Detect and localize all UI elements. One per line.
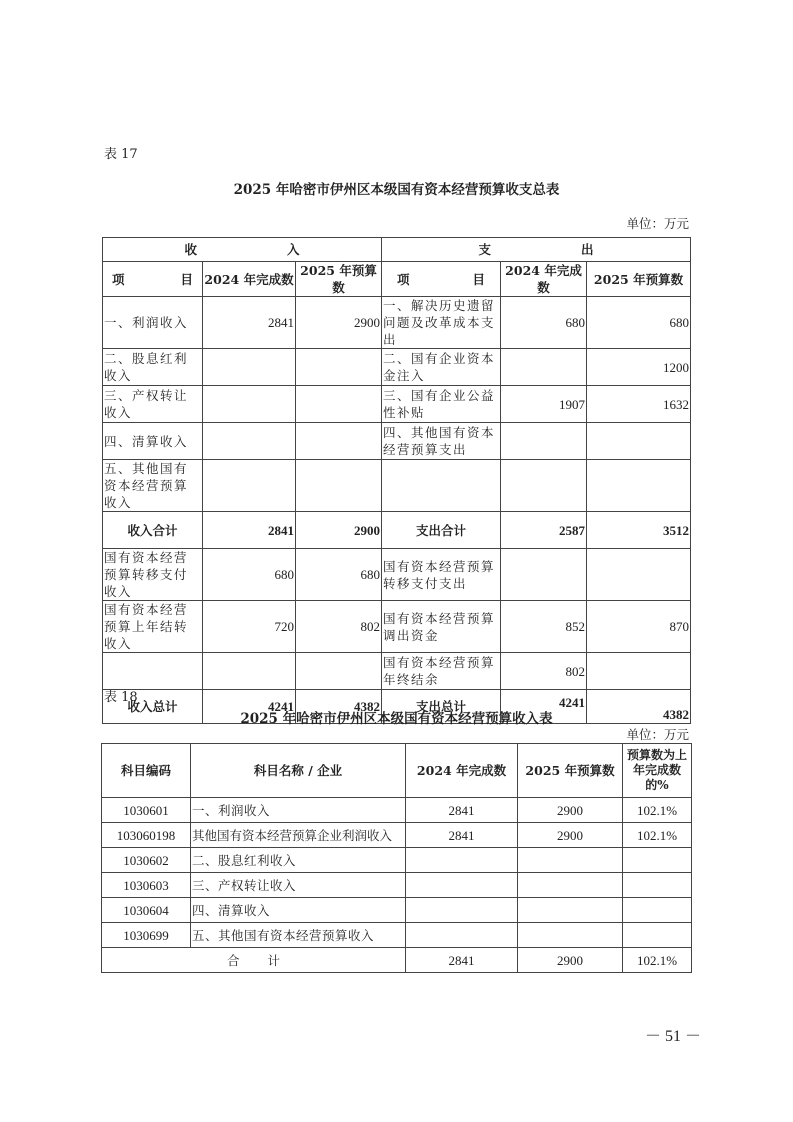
expense-2025: 1200	[587, 349, 691, 386]
code: 103060198	[102, 823, 191, 848]
income-2024: 2841	[203, 297, 296, 349]
expense-header-char: 出	[581, 242, 594, 257]
income-item: 四、清算收入	[103, 423, 203, 460]
header-2024: 2024 年完成数	[406, 744, 518, 798]
table-row	[103, 460, 691, 512]
income-2025	[296, 653, 382, 690]
name: 三、产权转让收入	[191, 873, 406, 898]
income-item: 五、其他国有资本经营预算收入	[103, 460, 203, 512]
expense-2025: 870	[587, 601, 691, 653]
income-2024-header: 2024 年完成数	[203, 262, 296, 297]
expense-subtotal-2024: 2587	[501, 512, 587, 549]
expense-2024	[501, 460, 587, 512]
expense-item: 四、其他国有资本经营预算支出	[382, 423, 501, 460]
pct	[623, 873, 692, 898]
expense-total-label: 支出总计	[382, 690, 501, 724]
subtotal-row	[103, 512, 691, 549]
header-code: 科目编码	[102, 744, 191, 798]
income-2025	[296, 386, 382, 423]
code: 1030604	[102, 898, 191, 923]
code: 1030601	[102, 798, 191, 823]
income-total-label: 收入总计	[103, 690, 203, 724]
table-row	[102, 873, 692, 898]
expense-2024: 1907	[501, 386, 587, 423]
value-2024	[406, 898, 518, 923]
income-2025-header: 2025 年预算数	[296, 262, 382, 297]
expense-2025-header: 2025 年预算数	[587, 262, 691, 297]
total-2025: 2900	[518, 948, 623, 973]
name: 二、股息红利收入	[191, 848, 406, 873]
value-2025	[518, 848, 623, 873]
expense-subtotal-2025: 3512	[587, 512, 691, 549]
expense-2024: 680	[501, 297, 587, 349]
expense-total-2024: 4241	[501, 690, 587, 724]
expense-subtotal-label: 支出合计	[382, 512, 501, 549]
expense-item: 国有资本经营预算转移支付支出	[382, 549, 501, 601]
expense-2025	[587, 653, 691, 690]
income-item	[103, 653, 203, 690]
income-2024: 720	[203, 601, 296, 653]
expense-item: 国有资本经营预算调出资金	[382, 601, 501, 653]
total-label-char: 计	[267, 952, 281, 968]
table17	[102, 237, 691, 724]
name: 其他国有资本经营预算企业利润收入	[191, 823, 406, 848]
table-row	[102, 898, 692, 923]
income-item: 国有资本经营预算上年结转收入	[103, 601, 203, 653]
value-2025: 2900	[518, 798, 623, 823]
total-row	[102, 948, 692, 973]
value-2025	[518, 873, 623, 898]
expense-2024-header: 2024 年完成数	[501, 262, 587, 297]
total-label-char: 合	[226, 952, 240, 968]
expense-2025	[587, 549, 691, 601]
table18-unit: 单位：万元	[626, 727, 689, 742]
income-2024: 680	[203, 549, 296, 601]
expense-item-header	[382, 262, 501, 297]
table-row	[103, 653, 691, 690]
table-row	[103, 349, 691, 386]
income-2025: 2900	[296, 297, 382, 349]
expense-item: 二、国有企业资本金注入	[382, 349, 501, 386]
income-total-2025: 4382	[296, 690, 382, 724]
total-2024: 2841	[406, 948, 518, 973]
table-row	[102, 798, 692, 823]
income-item: 一、利润收入	[103, 297, 203, 349]
income-item-header	[103, 262, 203, 297]
income-2024	[203, 423, 296, 460]
expense-2024	[501, 423, 587, 460]
table-row	[103, 423, 691, 460]
table18-header-row	[102, 744, 692, 798]
value-2024: 2841	[406, 798, 518, 823]
income-2025	[296, 460, 382, 512]
expense-2024	[501, 349, 587, 386]
pct	[623, 923, 692, 948]
table18-label: 表 18	[104, 690, 138, 705]
table17-column-header-row	[103, 262, 691, 297]
code: 1030603	[102, 873, 191, 898]
income-subtotal-2025: 2900	[296, 512, 382, 549]
expense-item: 三、国有企业公益性补贴	[382, 386, 501, 423]
pct: 102.1%	[623, 823, 692, 848]
code: 1030602	[102, 848, 191, 873]
header-char: 目	[180, 271, 193, 287]
income-item: 二、股息红利收入	[103, 349, 203, 386]
header-2025: 2025 年预算数	[518, 744, 623, 798]
header-name: 科目名称 / 企业	[191, 744, 406, 798]
expense-2024: 802	[501, 653, 587, 690]
table-row	[102, 848, 692, 873]
header-pct: 预算数为上年完成数的%	[623, 744, 692, 798]
income-2025	[296, 423, 382, 460]
value-2025: 2900	[518, 823, 623, 848]
income-2024	[203, 349, 296, 386]
table17-group-header-row	[103, 238, 691, 262]
value-2024: 2841	[406, 823, 518, 848]
header-char: 目	[472, 271, 485, 287]
header-char: 项	[112, 271, 125, 287]
income-2025: 802	[296, 601, 382, 653]
expense-header-char: 支	[478, 242, 491, 257]
table17-title: 2025 年哈密市伊州区本级国有资本经营预算收支总表	[233, 182, 560, 198]
pct	[623, 848, 692, 873]
income-2024	[203, 460, 296, 512]
name: 四、清算收入	[191, 898, 406, 923]
table-row	[102, 823, 692, 848]
income-header-char: 收	[184, 242, 197, 257]
expense-2025	[587, 423, 691, 460]
income-2025	[296, 349, 382, 386]
name: 一、利润收入	[191, 798, 406, 823]
code: 1030699	[102, 923, 191, 948]
value-2025	[518, 923, 623, 948]
income-subtotal-label: 收入合计	[103, 512, 203, 549]
expense-item: 国有资本经营预算年终结余	[382, 653, 501, 690]
income-2024	[203, 653, 296, 690]
expense-total-2025: 4382	[587, 690, 691, 724]
table-row	[102, 923, 692, 948]
value-2025	[518, 898, 623, 923]
expense-2024: 852	[501, 601, 587, 653]
income-item: 三、产权转让收入	[103, 386, 203, 423]
expense-2025: 680	[587, 297, 691, 349]
expense-item: 一、解决历史遗留问题及改革成本支出	[382, 297, 501, 349]
table17-label: 表 17	[104, 147, 138, 162]
value-2024	[406, 873, 518, 898]
income-total-2024: 4241	[203, 690, 296, 724]
expense-item	[382, 460, 501, 512]
page-number: － 51 －	[644, 1028, 701, 1045]
income-header-char: 入	[287, 242, 300, 257]
expense-group-header	[382, 238, 691, 262]
pct	[623, 898, 692, 923]
income-2024	[203, 386, 296, 423]
table-row	[103, 297, 691, 349]
table-row	[103, 601, 691, 653]
value-2024	[406, 923, 518, 948]
total-pct: 102.1%	[623, 948, 692, 973]
expense-2025	[587, 460, 691, 512]
income-2025: 680	[296, 549, 382, 601]
table17-unit: 单位：万元	[626, 216, 689, 231]
pct: 102.1%	[623, 798, 692, 823]
income-group-header	[103, 238, 382, 262]
income-subtotal-2024: 2841	[203, 512, 296, 549]
income-item: 国有资本经营预算转移支付收入	[103, 549, 203, 601]
table18	[101, 743, 692, 973]
table18-title: 2025 年哈密市伊州区本级国有资本经营预算收入表	[240, 711, 553, 727]
header-char: 项	[397, 271, 410, 287]
value-2024	[406, 848, 518, 873]
table-row	[103, 386, 691, 423]
total-label	[102, 948, 406, 973]
expense-2024	[501, 549, 587, 601]
expense-2025: 1632	[587, 386, 691, 423]
name: 五、其他国有资本经营预算收入	[191, 923, 406, 948]
table-row	[103, 549, 691, 601]
